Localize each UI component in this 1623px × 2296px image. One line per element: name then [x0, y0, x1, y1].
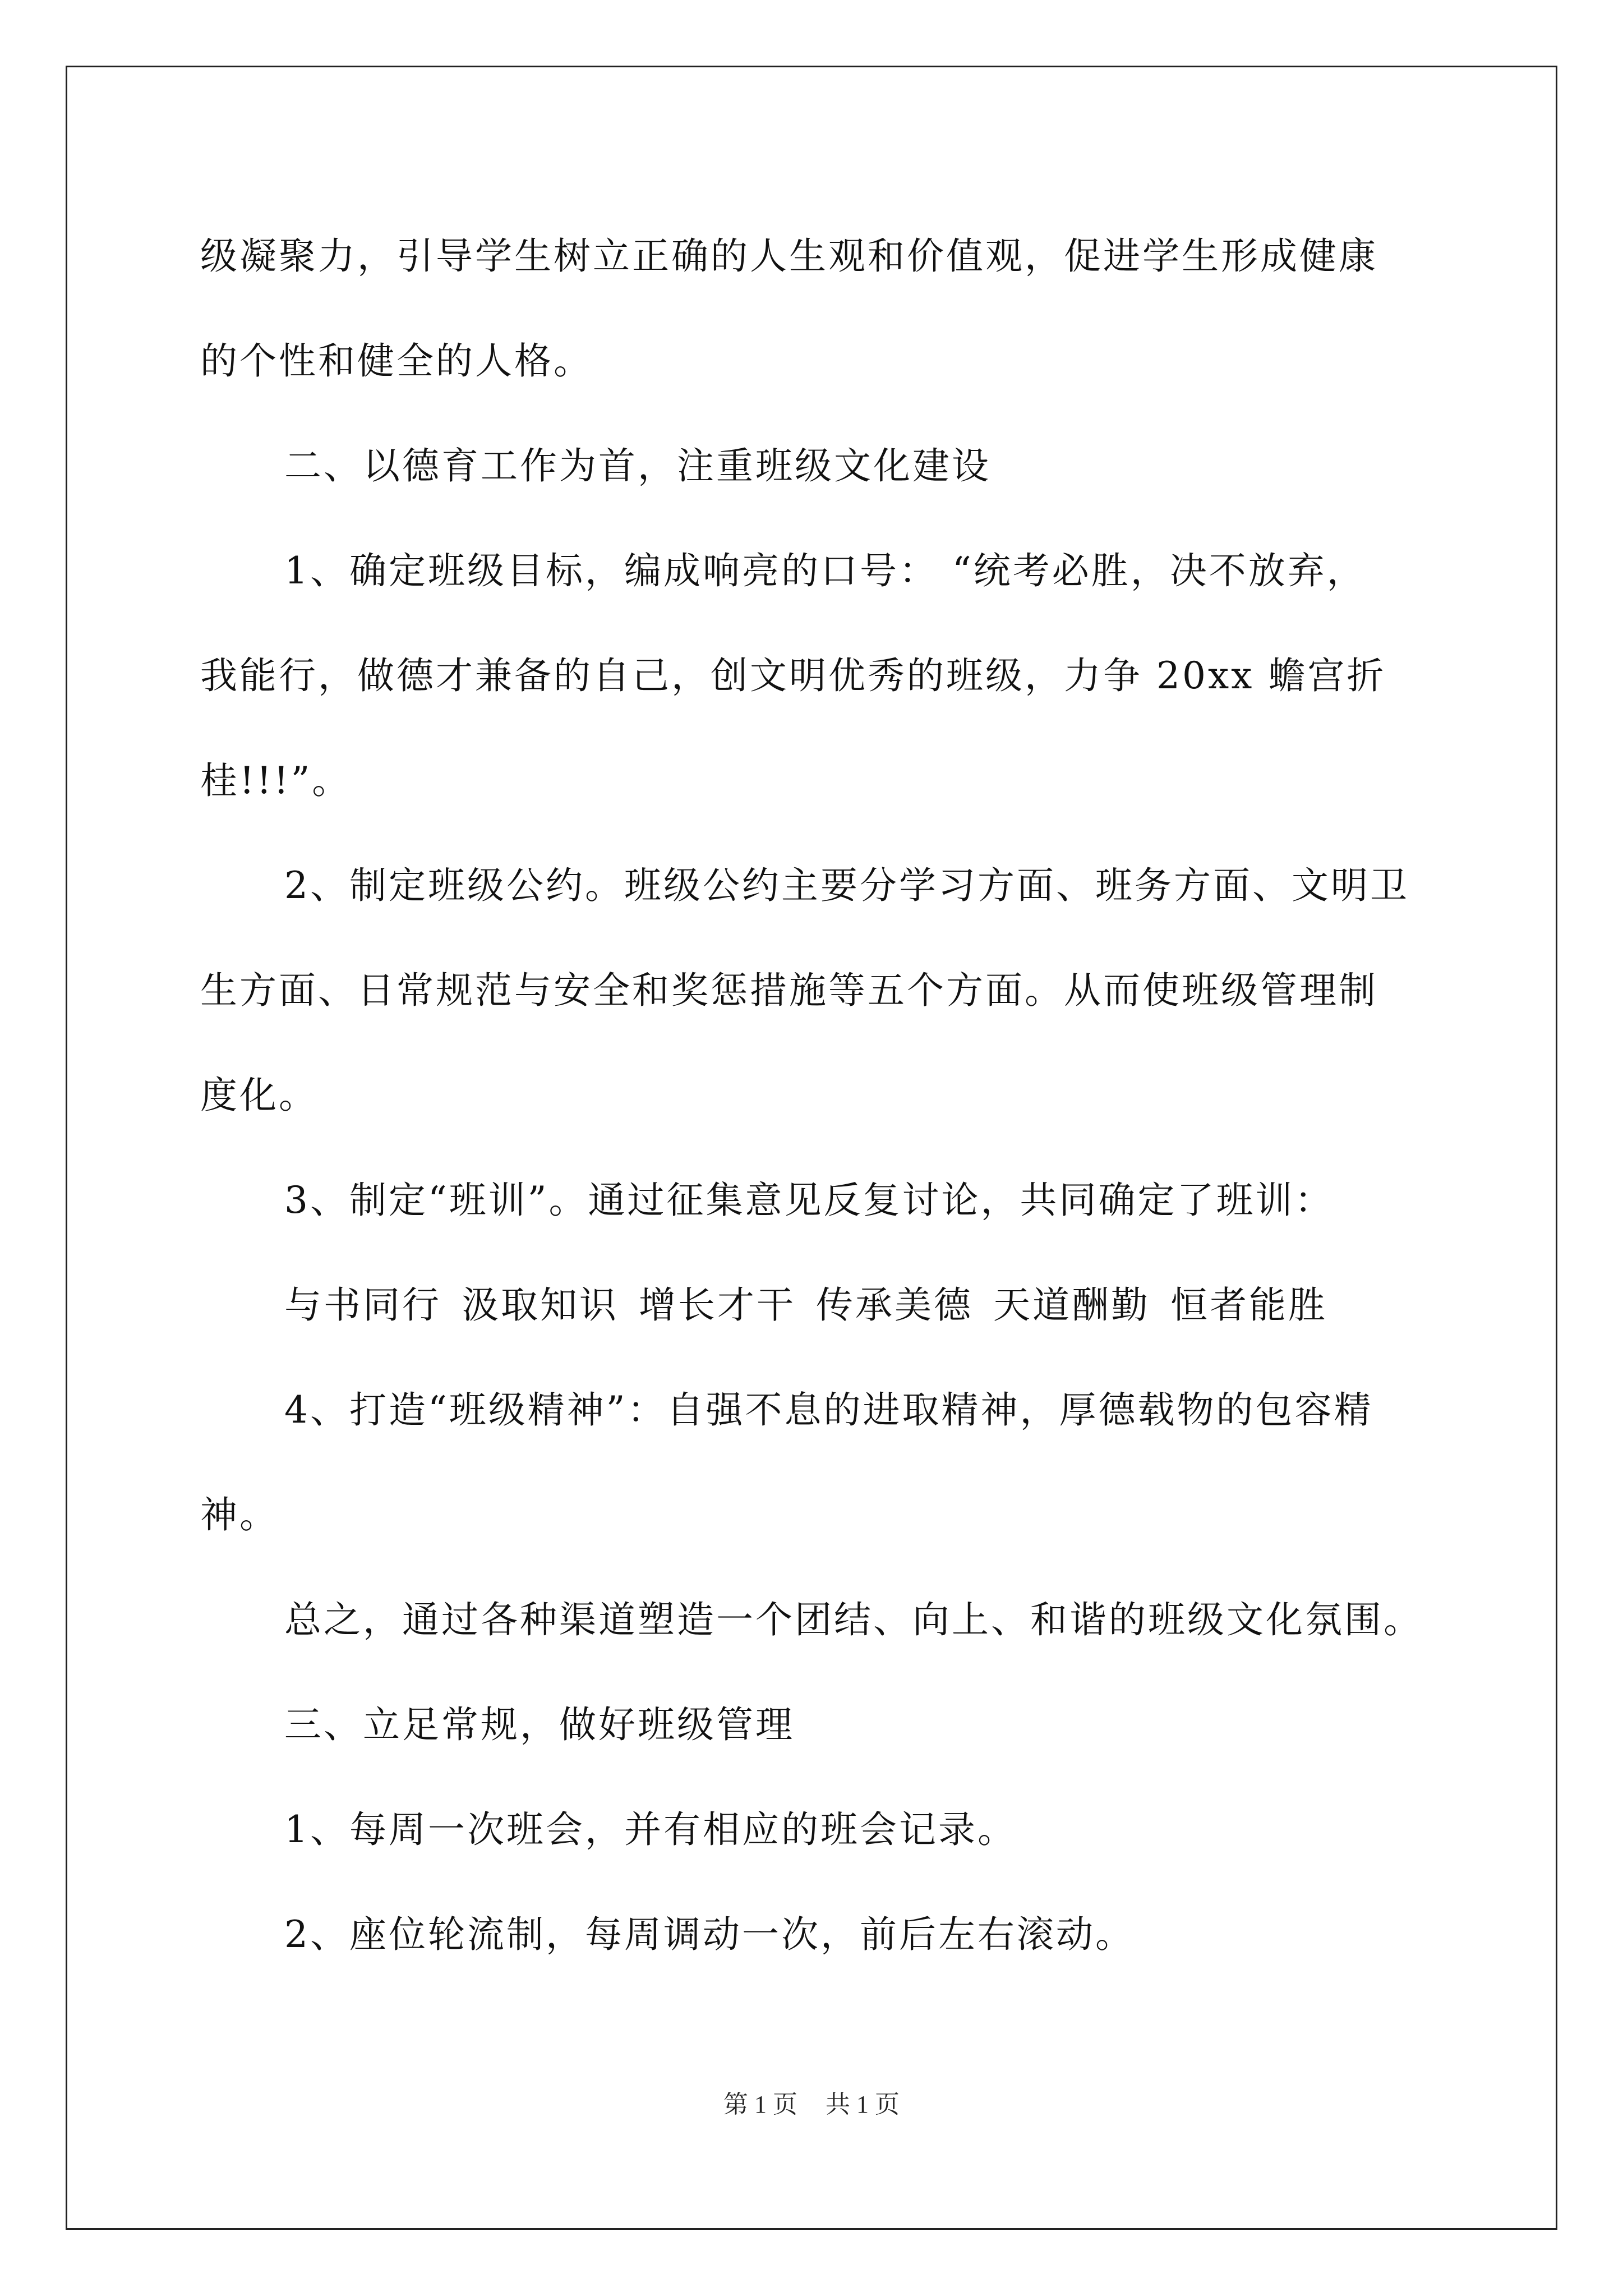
paragraph-line: 1、确定班级目标，编成响亮的口号： “统考必胜，决不放弃，	[284, 549, 1366, 592]
motto-item: 与书同行	[284, 1283, 441, 1327]
paragraph-line: 2、座位轮流制，每周调动一次，前后左右滚动。	[284, 1913, 1135, 1956]
paragraph-line: 4、打造“班级精神”：自强不息的进取精神，厚德载物的包容精	[284, 1388, 1373, 1432]
document-body	[200, 204, 1445, 1987]
motto-item: 汲取知识	[462, 1283, 619, 1327]
section-heading: 三、立足常规，做好班级管理	[284, 1703, 795, 1746]
paragraph-line: 神。	[200, 1493, 279, 1536]
paragraph-line: 总之，通过各种渠道塑造一个团结、向上、和谐的班级文化氛围。	[284, 1598, 1423, 1641]
paragraph-line: 生方面、日常规范与安全和奖惩措施等五个方面。从而使班级管理制	[200, 969, 1378, 1012]
paragraph-line: 桂!!!”。	[200, 759, 352, 802]
page-number: 第 1 页	[723, 2091, 797, 2118]
motto-item: 天道酬勤	[993, 1283, 1150, 1327]
page-total: 共 1 页	[826, 2091, 900, 2118]
paragraph-line: 的个性和健全的人格。	[200, 339, 593, 383]
paragraph-line: 我能行，做德才兼备的自己，创文明优秀的班级，力争 20xx 蟾宫折	[200, 654, 1386, 697]
class-motto-line	[200, 1253, 1445, 1358]
motto-item: 传承美德	[816, 1283, 973, 1327]
section-heading: 二、以德育工作为首，注重班级文化建设	[284, 444, 991, 487]
page-footer	[0, 2084, 1623, 2120]
motto-item: 增长才干	[639, 1283, 796, 1327]
paragraph-line: 2、制定班级公约。班级公约主要分学习方面、班务方面、文明卫	[284, 864, 1409, 907]
paragraph-line: 1、每周一次班会，并有相应的班会记录。	[284, 1808, 1017, 1851]
paragraph-line: 级凝聚力，引导学生树立正确的人生观和价值观，促进学生形成健康	[200, 234, 1378, 278]
paragraph-line: 3、制定“班训”。通过征集意见反复讨论，共同确定了班训：	[284, 1179, 1334, 1222]
motto-item: 恒者能胜	[1170, 1283, 1327, 1327]
paragraph-line: 度化。	[200, 1074, 318, 1117]
